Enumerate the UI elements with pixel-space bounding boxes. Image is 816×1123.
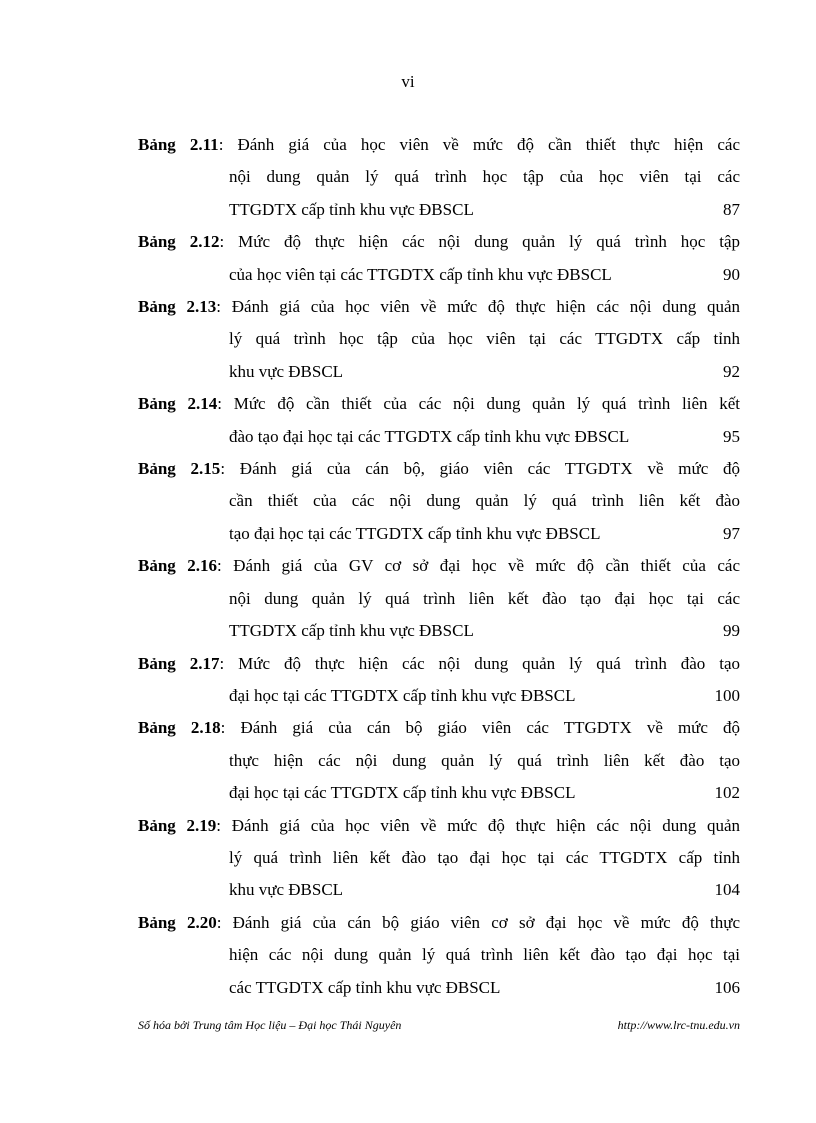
table-label: Bảng 2.11 <box>138 135 219 154</box>
toc-entry[interactable] <box>138 226 740 291</box>
table-title: : Mức độ cần thiết của các nội dung quản lý quá trình liên kết <box>217 394 740 414</box>
toc-entry-line <box>138 485 740 517</box>
toc-entry-line <box>138 939 740 971</box>
table-label: Bảng 2.18 <box>138 718 221 738</box>
page-ref: 100 <box>714 685 740 705</box>
table-label: Bảng 2.19 <box>138 815 217 835</box>
toc-entry-line <box>138 453 740 485</box>
toc-entry-line <box>138 712 740 744</box>
toc-entry-line <box>138 810 740 842</box>
toc-entry[interactable] <box>138 648 740 713</box>
table-label: Bảng 2.16 <box>138 556 218 576</box>
toc-entry-line <box>138 615 740 647</box>
toc-entry-line <box>138 388 740 420</box>
toc-entry[interactable] <box>138 291 740 388</box>
table-title: nội dung quản lý quá trình học tập của học viên tại các <box>229 167 740 187</box>
toc-entry-line <box>138 583 740 615</box>
page-ref: 104 <box>714 880 740 900</box>
page-ref: 97 <box>723 523 740 543</box>
table-title: cần thiết của các nội dung quản lý quá trình liên kết đào <box>229 491 740 511</box>
table-title: : Đánh giá của cán bộ, giáo viên các TTGDTX về mức độ <box>220 459 741 479</box>
table-label: Bảng 2.13 <box>138 297 217 317</box>
page-ref: 90 <box>723 264 740 284</box>
toc-entry-line <box>138 259 740 291</box>
table-label: Bảng 2.17 <box>138 653 220 673</box>
toc-entry-line <box>138 680 740 712</box>
table-title: của học viên tại các TTGDTX cấp tỉnh khu vực ĐBSCL <box>229 264 612 284</box>
toc-entry-line <box>138 226 740 258</box>
table-title: đại học tại các TTGDTX cấp tỉnh khu vực ĐBSCL <box>229 685 576 705</box>
footer-source: Số hóa bởi Trung tâm Học liệu – Đại học Thái Nguyên <box>138 1018 402 1032</box>
toc-entry[interactable] <box>138 550 740 647</box>
toc-entry-line <box>138 518 740 550</box>
page-ref: 92 <box>723 361 740 381</box>
toc-entry[interactable] <box>138 907 740 1004</box>
table-title: TTGDTX cấp tỉnh khu vực ĐBSCL <box>229 199 474 219</box>
page-ref: 95 <box>723 426 740 446</box>
toc-entry-line <box>138 356 740 388</box>
list-of-tables <box>138 129 740 1004</box>
table-title: các TTGDTX cấp tỉnh khu vực ĐBSCL <box>229 977 501 997</box>
toc-entry-line <box>138 291 740 323</box>
toc-entry-line <box>138 161 740 193</box>
table-title: khu vực ĐBSCL <box>229 361 344 381</box>
table-title: : Đánh giá của cán bộ giáo viên các TTGDTX về mức độ <box>220 718 741 738</box>
table-title: : Đánh giá của học viên về mức độ thực hiện các nội dung quản <box>216 815 740 835</box>
page-ref: 99 <box>723 621 740 641</box>
toc-entry-line <box>138 874 740 906</box>
table-title: lý quá trình học tập của học viên tại các TTGDTX cấp tỉnh <box>229 329 740 349</box>
footer <box>138 1018 740 1033</box>
toc-entry[interactable] <box>138 712 740 809</box>
table-title: lý quá trình liên kết đào tạo đại học tại các TTGDTX cấp tỉnh <box>229 847 740 867</box>
table-title: thực hiện các nội dung quản lý quá trình liên kết đào tạo <box>229 750 740 770</box>
toc-entry[interactable] <box>138 453 740 550</box>
table-title: : Mức độ thực hiện các nội dung quản lý quá trình đào tạo <box>219 653 740 673</box>
toc-entry-line <box>138 777 740 809</box>
toc-entry-line <box>138 972 740 1004</box>
table-label: Bảng 2.14 <box>138 394 218 414</box>
toc-entry-line <box>138 745 740 777</box>
table-title: tạo đại học tại các TTGDTX cấp tỉnh khu vực ĐBSCL <box>229 523 601 543</box>
toc-entry-line <box>138 129 740 161</box>
table-title: đào tạo đại học tại các TTGDTX cấp tỉnh khu vực ĐBSCL <box>229 426 630 446</box>
page-ref: 87 <box>723 199 740 219</box>
toc-entry-line <box>138 842 740 874</box>
toc-entry-line <box>138 194 740 226</box>
table-title: : Đánh giá của GV cơ sở đại học về mức độ cần thiết của các <box>217 556 740 576</box>
toc-entry-line <box>138 323 740 355</box>
table-title: đại học tại các TTGDTX cấp tỉnh khu vực ĐBSCL <box>229 783 576 803</box>
toc-entry-line <box>138 421 740 453</box>
toc-entry[interactable] <box>138 388 740 453</box>
toc-entry[interactable] <box>138 810 740 907</box>
table-label: Bảng 2.15 <box>138 459 221 479</box>
table-title: : Đánh giá của học viên về mức độ cần thiết thực hiện các <box>218 135 740 154</box>
toc-entry-line <box>138 550 740 582</box>
table-title: hiện các nội dung quản lý quá trình liên kết đào tạo đại học tại <box>229 945 740 965</box>
table-title: : Đánh giá của cán bộ giáo viên cơ sở đại học về mức độ thực <box>216 912 741 932</box>
table-title: nội dung quản lý quá trình liên kết đào tạo đại học tại các <box>229 588 740 608</box>
toc-entry-line <box>138 648 740 680</box>
table-title: : Mức độ thực hiện các nội dung quản lý quá trình học tập <box>219 232 740 252</box>
table-title: : Đánh giá của học viên về mức độ thực hiện các nội dung quản <box>216 297 740 317</box>
page-ref: 102 <box>714 783 740 803</box>
page-number: vi <box>401 72 415 91</box>
toc-entry-line <box>138 907 740 939</box>
footer-url[interactable]: http://www.lrc-tnu.edu.vn <box>617 1018 740 1032</box>
table-label: Bảng 2.12 <box>138 232 220 252</box>
page-ref: 106 <box>714 977 740 997</box>
table-label: Bảng 2.20 <box>138 912 217 932</box>
toc-entry[interactable] <box>138 129 740 226</box>
table-title: TTGDTX cấp tỉnh khu vực ĐBSCL <box>229 621 474 641</box>
table-title: khu vực ĐBSCL <box>229 880 344 900</box>
